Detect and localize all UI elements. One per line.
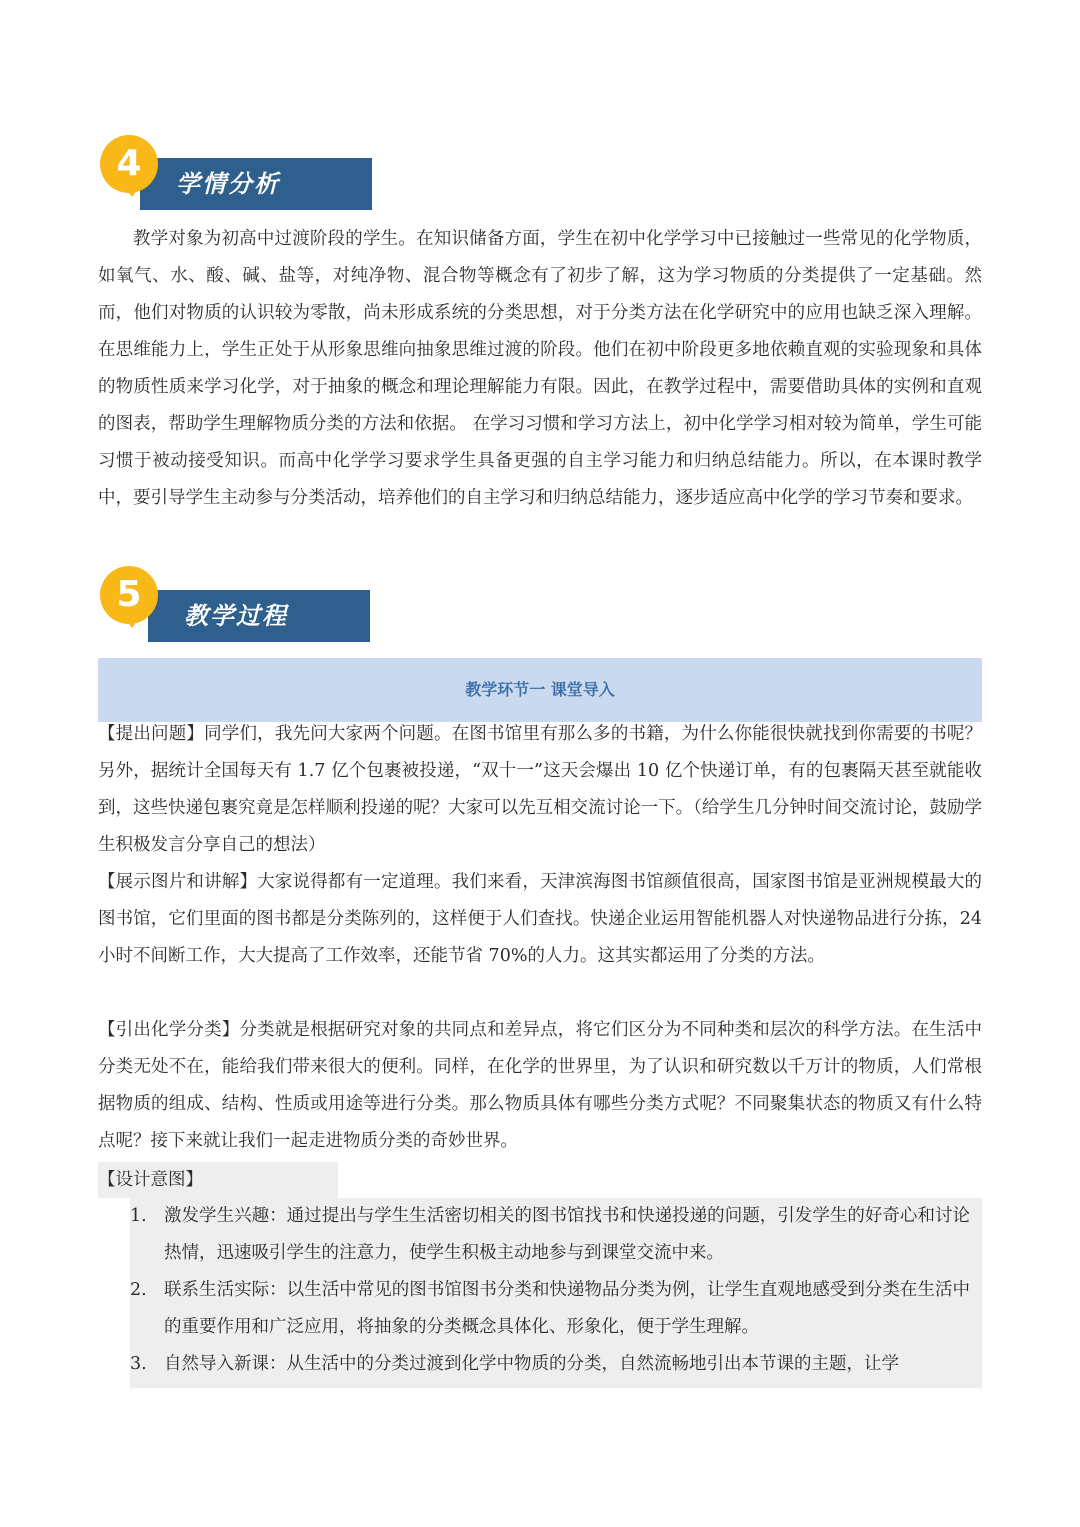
list-number: 3.	[130, 1354, 147, 1374]
list-item	[130, 1198, 970, 1272]
design-intent-list	[130, 1198, 970, 1383]
ask-question-paragraph: 【提出问题】同学们，我先问大家两个问题。在图书馆里有那么多的书籍，为什么你能很快就找到你需要的书呢？另外，据统计全国每天有 1.7 亿个包裹被投递，“双十一”这天会爆出 10 亿个快递订单，有的包裹隔天甚至就能收到，这些快递包裹究竟是怎样顺利投递的呢？大家可以先互相交流讨论一下。（给学生几分钟时间交流讨论，鼓励学生积极发言分享自己的想法）	[98, 724, 982, 855]
section-5-header	[100, 566, 400, 666]
list-number: 1.	[130, 1206, 147, 1226]
list-item	[130, 1272, 970, 1346]
learning-analysis-paragraph: 教学对象为初高中过渡阶段的学生。在知识储备方面，学生在初中化学学习中已接触过一些常见的化学物质，如氧气、水、酸、碱、盐等，对纯净物、混合物等概念有了初步了解，这为学习物质的分类提供了一定基础。然而，他们对物质的认识较为零散，尚未形成系统的分类思想，对于分类方法在化学研究中的应用也缺乏深入理解。 在思维能力上，学生正处于从形象思维向抽象思维过渡的阶段。他们在初中阶段更多地依赖直观的实验现象和具体的物质性质来学习化学，对于抽象的概念和理论理解能力有限。因此，在教学过程中，需要借助具体的实例和直观的图表，帮助学生理解物质分类的方法和依据。 在学习习惯和学习方法上，初中化学学习相对较为简单，学生可能习惯于被动接受知识。而高中化学学习要求学生具备更强的自主学习能力和归纳总结能力。所以，在本课时教学中，要引导学生主动参与分类活动，培养他们的自主学习和归纳总结能力，逐步适应高中化学的学习节奏和要求。	[98, 229, 982, 508]
design-intent-label: 【设计意图】	[98, 1162, 338, 1198]
title-accent-bar	[334, 604, 344, 640]
list-text: 激发学生兴趣：通过提出与学生生活密切相关的图书馆找书和快递投递的问题，引发学生的好奇心和讨论热情，迅速吸引学生的注意力，使学生积极主动地参与到课堂交流中来。	[164, 1206, 970, 1263]
title-accent-bar	[330, 170, 340, 210]
teaching-step-banner: 教学环节一 课堂导入	[98, 658, 982, 722]
section-4-header	[100, 135, 400, 235]
list-item	[130, 1346, 970, 1383]
section-number-badge: 5	[100, 566, 158, 624]
list-text: 联系生活实际：以生活中常见的图书馆图书分类和快递物品分类为例，让学生直观地感受到分类在生活中的重要作用和广泛应用，将抽象的分类概念具体化、形象化，便于学生理解。	[164, 1280, 970, 1337]
chemistry-classification-paragraph: 【引出化学分类】分类就是根据研究对象的共同点和差异点，将它们区分为不同种类和层次的科学方法。在生活中分类无处不在，能给我们带来很大的便利。同样，在化学的世界里，为了认识和研究数以千万计的物质，人们常根据物质的组成、结构、性质或用途等进行分类。那么物质具体有哪些分类方式呢？不同聚集状态的物质又有什么特点呢？接下来就让我们一起走进物质分类的奇妙世界。	[98, 1020, 982, 1151]
show-pictures-paragraph: 【展示图片和讲解】大家说得都有一定道理。我们来看，天津滨海图书馆颜值很高，国家图书馆是亚洲规模最大的图书馆，它们里面的图书都是分类陈列的，这样便于人们查找。快递企业运用智能机器人对快递物品进行分拣，24 小时不间断工作，大大提高了工作效率，还能节省 70%的人力。这其实都运用了分类的方法。	[98, 872, 982, 966]
section-title: 学情分析	[140, 158, 372, 210]
list-number: 2.	[130, 1280, 147, 1300]
section-number-badge: 4	[100, 135, 158, 193]
list-text: 自然导入新课：从生活中的分类过渡到化学中物质的分类，自然流畅地引出本节课的主题，让学	[164, 1354, 899, 1374]
section-title: 教学过程	[148, 590, 370, 642]
